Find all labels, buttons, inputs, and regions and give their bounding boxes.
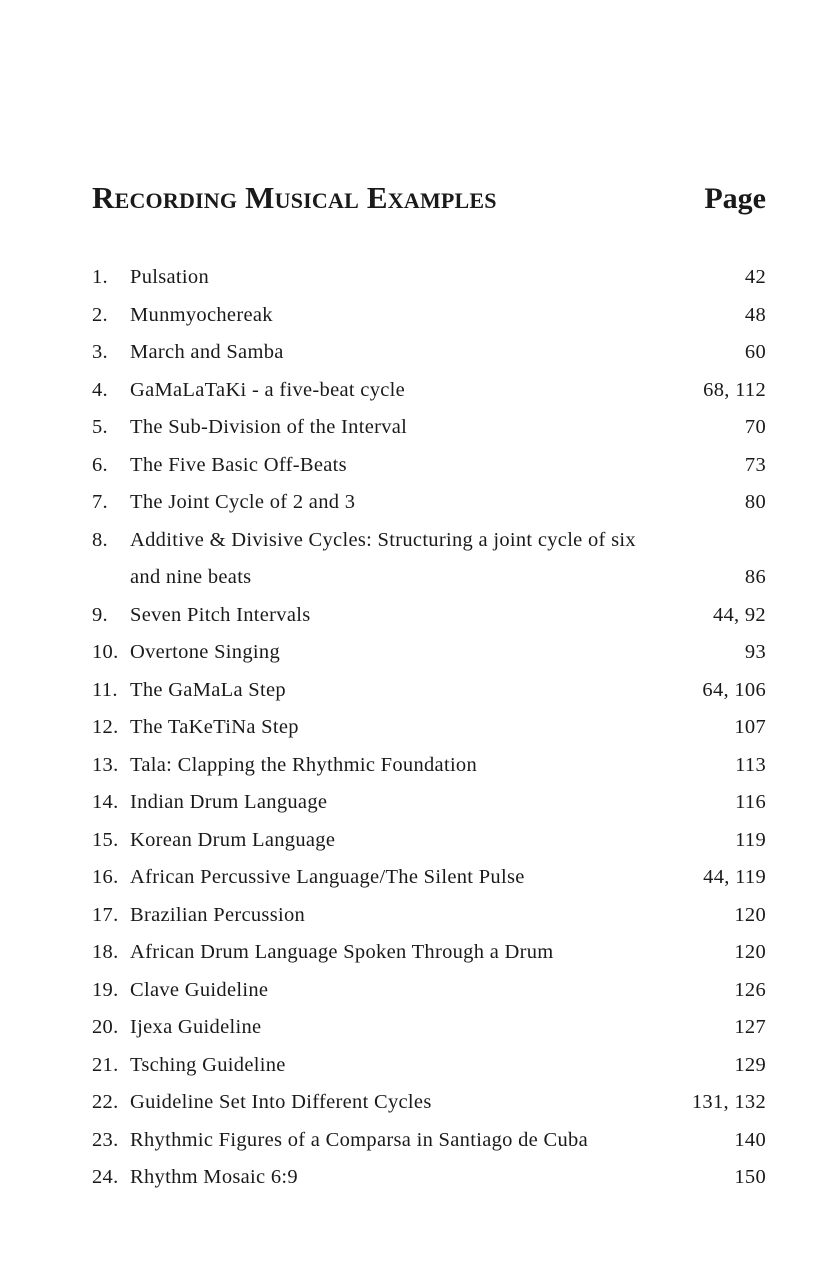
list-item <box>92 484 766 522</box>
entry-title: The TaKeTiNa Step <box>130 716 299 738</box>
entry-page-number: 68, 112 <box>703 378 766 401</box>
entry-number: 24. <box>92 1166 119 1188</box>
entry-number: 2. <box>92 303 108 326</box>
entry-number: 1. <box>92 266 108 288</box>
entry-page-number: 150 <box>734 1166 766 1188</box>
entry-page-number: 120 <box>734 941 766 963</box>
entry-title: Guideline Set Into Different Cycles <box>130 1091 432 1113</box>
entry-number: 8. <box>92 528 108 551</box>
entry-title: Overtone Singing <box>130 641 280 663</box>
entry-page-number: 140 <box>734 1128 766 1151</box>
entry-number: 17. <box>92 903 119 926</box>
list-item <box>92 447 766 485</box>
header <box>92 180 766 220</box>
entry-title: Tala: Clapping the Rhythmic Foundation <box>130 753 478 776</box>
list-item <box>92 297 766 335</box>
entry-title: The GaMaLa Step <box>130 678 286 701</box>
entry-title: African Percussive Language/The Silent Pulse <box>130 866 525 888</box>
entry-page-number: 120 <box>734 903 766 926</box>
entry-number: 12. <box>92 716 119 738</box>
entry-title: Rhythmic Figures of a Comparsa in Santiago de Cuba <box>130 1128 588 1151</box>
entry-title: The Sub-Division of the Interval <box>130 416 408 438</box>
list-item <box>92 1047 766 1085</box>
entry-page-number: 131, 132 <box>691 1091 766 1113</box>
entry-number: 9. <box>92 603 108 626</box>
entry-number: 3. <box>92 341 108 363</box>
entry-page-number: 93 <box>744 641 766 663</box>
entry-title: Rhythm Mosaic 6:9 <box>130 1166 298 1188</box>
entry-title: Tsching Guideline <box>130 1053 286 1076</box>
entry-title: The Five Basic Off-Beats <box>130 453 347 476</box>
entry-title: Indian Drum Language <box>130 791 328 813</box>
list-item <box>92 259 766 297</box>
entry-number: 22. <box>92 1091 119 1113</box>
entry-page-number: 44, 92 <box>712 603 766 626</box>
entry-number: 5. <box>92 416 108 438</box>
page-title: Recording Musical Examples <box>92 180 497 215</box>
document-page <box>92 0 766 1270</box>
entry-title: Clave Guideline <box>130 978 269 1001</box>
entry-title: African Drum Language Spoken Through a Drum <box>130 941 554 963</box>
entry-page-number: 48 <box>744 303 766 326</box>
list-item <box>92 747 766 785</box>
list-item <box>92 934 766 972</box>
entry-page-number: 116 <box>735 791 766 813</box>
entry-number: 15. <box>92 828 119 851</box>
entry-page-number: 70 <box>744 416 766 438</box>
entry-page-number: 73 <box>744 453 766 476</box>
entry-page-number: 86 <box>744 566 766 588</box>
entry-number: 14. <box>92 791 119 813</box>
entry-title: GaMaLaTaKi - a five-beat cycle <box>130 378 406 401</box>
entry-number: 18. <box>92 941 119 963</box>
entry-number: 7. <box>92 491 108 513</box>
entry-title: Seven Pitch Intervals <box>130 603 311 626</box>
entry-number: 10. <box>92 641 119 663</box>
entry-page-number: 129 <box>734 1053 766 1076</box>
list-item <box>92 597 766 635</box>
page-column-heading: Page <box>704 182 766 215</box>
entry-number: 4. <box>92 378 108 401</box>
entry-number: 16. <box>92 866 119 888</box>
entry-page-number: 80 <box>744 491 766 513</box>
list-item <box>92 972 766 1010</box>
entry-title: Ijexa Guideline <box>130 1016 262 1038</box>
list-item <box>92 897 766 935</box>
list-item <box>92 409 766 447</box>
entry-page-number: 44, 119 <box>703 866 766 888</box>
list-item <box>92 709 766 747</box>
entry-number: 21. <box>92 1053 119 1076</box>
entry-title: The Joint Cycle of 2 and 3 <box>130 491 356 513</box>
examples-list <box>92 259 766 1197</box>
list-item <box>92 1084 766 1122</box>
entry-title: March and Samba <box>130 341 284 363</box>
list-item <box>92 1009 766 1047</box>
list-item <box>92 784 766 822</box>
entry-number: 13. <box>92 753 119 776</box>
list-item <box>92 522 766 597</box>
entry-title: Pulsation <box>130 266 210 288</box>
list-item <box>92 372 766 410</box>
entry-page-number: 42 <box>744 266 766 288</box>
list-item <box>92 1122 766 1160</box>
entry-number: 11. <box>92 678 118 701</box>
entry-page-number: 127 <box>734 1016 766 1038</box>
entry-page-number: 64, 106 <box>702 678 766 701</box>
entry-title: Brazilian Percussion <box>130 903 306 926</box>
entry-page-number: 107 <box>734 716 766 738</box>
list-item <box>92 859 766 897</box>
entry-title: Additive & Divisive Cycles: Structuring a joint cycle of six and nine beats <box>130 528 636 588</box>
list-item <box>92 334 766 372</box>
entry-title: Korean Drum Language <box>130 828 336 851</box>
list-item <box>92 822 766 860</box>
entry-number: 19. <box>92 978 119 1001</box>
entry-number: 6. <box>92 453 108 476</box>
list-item <box>92 634 766 672</box>
entry-page-number: 113 <box>735 753 766 776</box>
list-item <box>92 1159 766 1197</box>
entry-number: 20. <box>92 1016 119 1038</box>
entry-number: 23. <box>92 1128 119 1151</box>
entry-page-number: 60 <box>744 341 766 363</box>
entry-page-number: 126 <box>734 978 766 1001</box>
list-item <box>92 672 766 710</box>
entry-title: Munmyochereak <box>130 303 273 326</box>
entry-page-number: 119 <box>735 828 766 851</box>
